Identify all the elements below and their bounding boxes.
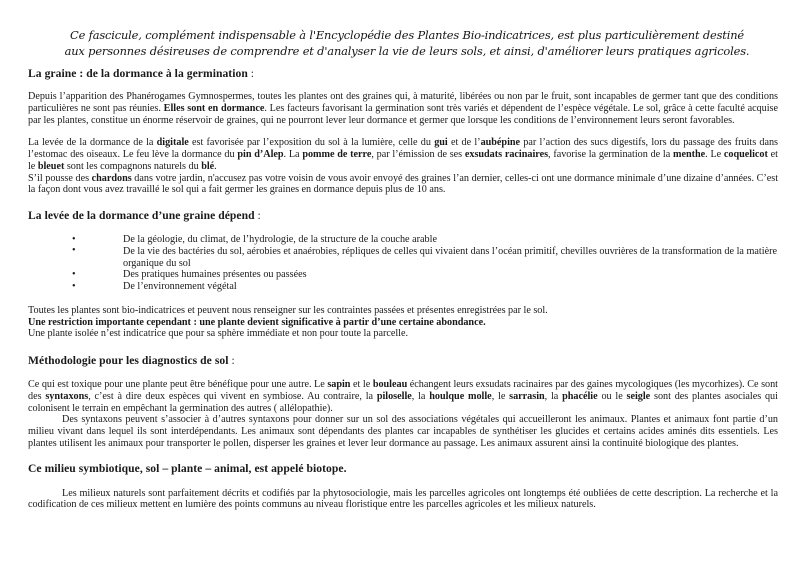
list-item (28, 269, 778, 281)
heading-levee-dormance (28, 209, 778, 222)
s3p1-text-5: , la (411, 390, 430, 402)
bullet-icon: • (72, 233, 76, 245)
s3p1-text-6: , le (491, 390, 510, 402)
list-item (28, 281, 778, 293)
s3p1-bold-houlque-molle: houlque molle (429, 390, 492, 402)
s3p1-text-2: et le (350, 379, 373, 390)
closing-line-3: Une plante isolée n’est indicatrice que pour sa sphère immédiate et non pour toute la parcelle. (28, 328, 408, 340)
heading-la-graine (28, 67, 778, 80)
p2-text-11: . (214, 160, 217, 172)
p2-text-4: par l’action des sucs digestifs, lors du passage des fruits dans l’estomac des oiseaux. Le feu lève la dormance du (28, 137, 778, 160)
p2-text-8: . Le (705, 149, 724, 160)
closing-line-2-bold: Une restriction importante cependant : une plante devient significative à partir d’une certaine abondance. (28, 316, 486, 328)
p2-text-9: et le (28, 149, 778, 172)
s3p1-text-7: , la (544, 390, 563, 402)
bullet-icon: • (72, 245, 76, 257)
list-item-label: De l’environnement végétal (123, 281, 237, 292)
p1-text-1: Depuis l’apparition des Phanérogames Gymnospermes, toutes les plantes ont des graines qui, à maturité, libérées ou non par le fruit, sont incapables de germer tant que des conditions particulières ne sont pas réunies. (28, 91, 778, 114)
p3-bold-chardons: chardons (91, 172, 132, 184)
paragraph-plante-isolee (28, 328, 778, 340)
intro-line-1: Ce fascicule, complément indispensable à l'Encyclopédie des Plantes Bio-indicatrices, est plus particulièrement destiné (70, 28, 744, 42)
heading-levee-dormance-text: La levée de la dormance d’une graine dépend (28, 209, 255, 222)
s3p1-bold-sapin: sapin (327, 379, 351, 390)
p2-bold-gui: gui (434, 137, 448, 149)
p2-bold-exsudats-racinaires: exsudats racinaires (464, 149, 549, 160)
paragraph-levee-dormance-exemples (28, 137, 778, 172)
heading-biotope: Ce milieu symbiotique, sol – plante – animal, est appelé biotope. (28, 461, 347, 475)
p2-bold-menthe: menthe (673, 149, 706, 160)
intro-line-2: aux personnes désireuses de comprendre et d'analyser la vie de leurs sols, et ainsi, d'améliorer leurs pratiques agricoles. (64, 43, 750, 58)
s3p1-bold-phacelie: phacélie (562, 390, 598, 402)
paragraph-milieux-naturels: Les milieux naturels sont parfaitement décrits et codifiés par la phytosociologie, mais les parcelles agricoles ont longtemps été oubliées de cette description. La recherche et la codification de ces milieux mettent en lumière des points communs au niveau floristique entre les parcelles agricoles et les milieux naturels. (28, 487, 778, 511)
s3p1-text-1: Ce qui est toxique pour une plante peut être bénéfique pour une autre. Le (28, 379, 328, 390)
p2-bold-aubepine: aubépine (480, 137, 521, 149)
p2-text-6: , par l’émission de ses (371, 149, 465, 160)
s3p1-bold-bouleau: bouleau (372, 379, 408, 390)
list-item (28, 246, 778, 270)
list-item-label: De la géologie, du climat, de l’hydrologie, de la structure de la couche arable (123, 234, 437, 245)
s3p1-text-4: , c’est à dire deux espèces qui vivent en symbiose. Au contraire, la (88, 390, 377, 402)
s3p1-bold-sarrasin: sarrasin (509, 390, 545, 402)
p2-text-1: La levée de la dormance de la (28, 137, 157, 149)
paragraph-syntaxons-definition (28, 379, 778, 414)
s3p1-text-8: ou le (597, 390, 627, 402)
paragraph-bio-indicatrices (28, 305, 778, 317)
closing-line-1: Toutes les plantes sont bio-indicatrices et peuvent nous renseigner sur les contraintes passées et présentes enregistrées par le sol. (28, 304, 548, 316)
p3-text-1: S’il pousse des (28, 172, 92, 184)
p2-bold-ble: blé (201, 160, 215, 172)
p1-text-2: . Les facteurs favorisant la germination sont très variés et dépendent de l’espèce végétale. Le sol, grâce à cette faculté acquise par les plantes, constitue un énorme réservoir de graines, qui ne pourront lever leur dormance et germer que lorsque les conditions de l’environnement leurs seront favorables. (28, 102, 778, 126)
p2-text-3: et de l’ (447, 137, 481, 149)
p2-bold-pomme-de-terre: pomme de terre (302, 149, 372, 160)
paragraph-restriction-importante (28, 317, 778, 329)
dependency-bullet-list (28, 234, 778, 293)
heading-la-graine-text: La graine : de la dormance à la germination (28, 67, 248, 80)
s3p1-text-9: sont des plantes asociales qui colonisent le terrain en empêchant la germination des autres ( allélopathie). (28, 390, 778, 414)
list-item-label: De la vie des bactéries du sol, aérobies et anaérobies, répliques de celles qui vivaient dans l’océan primitif, chevilles ouvrières de la transformation de la matière organique du sol (123, 245, 778, 269)
p3-text-2: dans votre jardin, n'accusez pas votre voisin de vous avoir envoyé des graines l’an dernier, celles-ci ont une dormance minimale d’une dizaine d’années. C’est la façon dont vous avez travaillé le sol qui a fait germer les graines en dormance depuis plus de 10 ans. (28, 172, 778, 196)
p2-text-7: , favorise la germination de la (548, 149, 674, 160)
heading-methodologie (28, 354, 778, 367)
p2-text-10: sont les compagnons naturels du (64, 160, 202, 172)
list-item (28, 234, 778, 246)
s3p1-bold-seigle: seigle (626, 390, 651, 402)
p2-bold-pin-alep: pin d’Alep (237, 149, 284, 160)
intro-paragraph (54, 28, 760, 59)
heading-la-graine-colon: : (247, 67, 255, 80)
p2-text-5: . La (283, 149, 303, 160)
heading-methodologie-text: Méthodologie pour les diagnostics de sol (28, 354, 229, 367)
p2-bold-coquelicot: coquelicot (723, 149, 768, 160)
paragraph-associations-vegetales: Des syntaxons peuvent s’associer à d’autres syntaxons pour donner sur un sol des associations végétales qui accueilleront les animaux. Plantes et animaux font partie d’un milieu vivant dans lequel ils sont interdépendants. Les animaux sont dépendants des plantes car incapables de synthétiser les glucides et certains acides aminés dits essentiels. Les plantes utilisent les animaux pour transporter le pollen, disperser les graines et lever leur dormance au passage. Les animaux assurent ainsi la continuité biologique des plantes. (28, 414, 778, 449)
s3p1-text-3: échangent leurs exsudats racinaires par des gaines mycologiques (les mycorhizes). Ce sont des (28, 379, 778, 402)
heading-levee-dormance-colon: : (254, 209, 261, 222)
p2-bold-digitale: digitale (156, 137, 189, 149)
s3p1-bold-piloselle: piloselle (376, 390, 412, 402)
s3p1-bold-syntaxons: syntaxons (45, 390, 89, 402)
paragraph-chardons (28, 173, 778, 197)
bullet-icon: • (72, 280, 76, 292)
list-item-label: Des pratiques humaines présentes ou passées (123, 269, 307, 281)
bullet-icon: • (72, 268, 76, 280)
heading-methodologie-colon: : (228, 354, 235, 367)
p1-bold-1: Elles sont en dormance (163, 102, 265, 114)
p2-bold-bleuet: bleuet (37, 160, 65, 172)
paragraph-dormance-intro (28, 91, 778, 126)
p2-text-2: est favorisée par l’exposition du sol à la lumière, celle du (188, 137, 435, 149)
